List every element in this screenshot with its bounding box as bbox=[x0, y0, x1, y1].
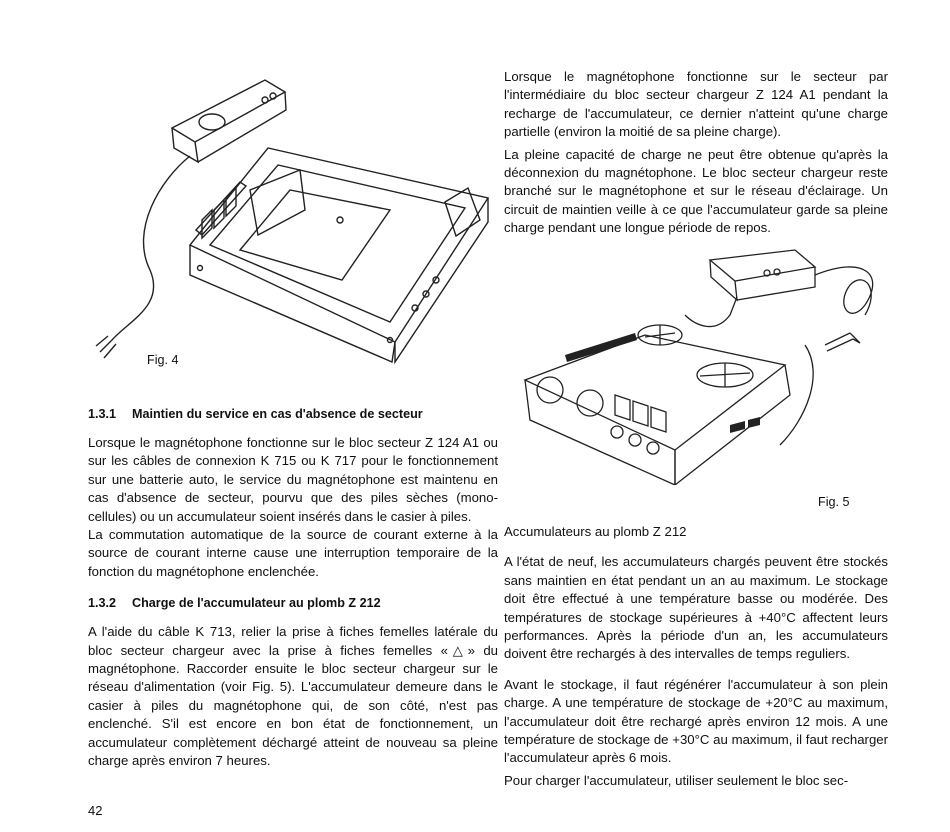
figure-4-caption: Fig. 4 bbox=[147, 353, 179, 367]
paragraph: La pleine capacité de charge ne peut être obtenue qu'après la déconnexion du magnétophone. Le bloc secteur chargeur reste branché sur le magnétophone et sur le réseau d'éclairage. Un circuit de maintien veille à ce que l'accumulateur garde sa pleine charge pendant une longue période de repos. bbox=[504, 146, 888, 236]
paragraph: A l'aide du câble K 713, relier la prise à fiches femelles latérale du bloc secteur chargeur avec la prise à fiches femelles «△» du magnétophone. Raccorder ensuite le bloc secteur chargeur sur le réseau d'alimentation (voir Fig. 5). L'accumulateur demeure dans le casier à piles du magnétophone qui, de son côté, n'est pas enclenché. S'il est encore en bon état de fonctionnement, un accumulateur complètement déchargé atteint de nouveau sa pleine charge après environ 7 heures. bbox=[88, 624, 498, 769]
right-column-top bbox=[504, 68, 888, 242]
page-number: 42 bbox=[88, 803, 103, 818]
paragraph: Avant le stockage, il faut régénérer l'accumulateur à son plein charge. A une température de stockage de +20°C au maximum, l'accumulateur doit être rechargé après environ 12 mois. A une température de stockage de +30°C au maximum, il faut recharger l'accumulateur après 6 mois. bbox=[504, 676, 888, 766]
section-number: 1.3.2 bbox=[88, 596, 117, 611]
left-column bbox=[88, 406, 498, 775]
battery-case-illustration bbox=[90, 70, 490, 370]
section-heading bbox=[88, 406, 498, 422]
paragraph: Lorsque le magnétophone fonctionne sur le secteur par l'intermédiaire du bloc secteur chargeur Z 124 A1 pendant la recharge de l'accumulateur, ce dernier n'atteint qu'une charge partielle (environ la moitié de sa pleine charge). bbox=[504, 69, 888, 140]
section-title: Charge de l'accumulateur au plomb Z 212 bbox=[132, 596, 381, 611]
subheading: Accumulateurs au plomb Z 212 bbox=[504, 524, 687, 539]
paragraph: A l'état de neuf, les accumulateurs chargés peuvent être stockés sans maintien en état pendant un an au maximum. Le stockage doit être effectué à une température basse ou modérée. Des températures de stockage supérieures à +40°C affectent leurs performances. Après la période d'un an, les accumulateurs doivent être rechargés à des intervalles de temps reguliers. bbox=[504, 554, 888, 662]
section-heading bbox=[88, 595, 498, 611]
figure-4 bbox=[90, 70, 490, 370]
paragraph: Lorsque le magnétophone fonctionne sur le bloc secteur Z 124 A1 ou sur les câbles de connexion K 715 ou K 717 pour le fonctionnement sur une batterie auto, le service du magnétophone est maintenu en cas d'absence de secteur, pourvu que des piles sèches (mono-cellules) ou un accumulateur soient insérés dans le casier à piles. bbox=[88, 435, 498, 524]
right-column-bottom bbox=[504, 523, 888, 794]
section-title: Maintien du service en cas d'absence de secteur bbox=[132, 407, 423, 421]
paragraph: La commutation automatique de la source de courant externe à la source de courant interne cause une interruption temporaire de la fonction du magnétophone enclenchée. bbox=[88, 527, 498, 579]
section-number: 1.3.1 bbox=[88, 407, 117, 421]
tape-recorder-charger-illustration bbox=[505, 245, 890, 485]
figure-5-caption: Fig. 5 bbox=[818, 495, 850, 509]
paragraph: Pour charger l'accumulateur, utiliser seulement le bloc sec- bbox=[504, 772, 849, 788]
figure-5 bbox=[505, 245, 890, 485]
